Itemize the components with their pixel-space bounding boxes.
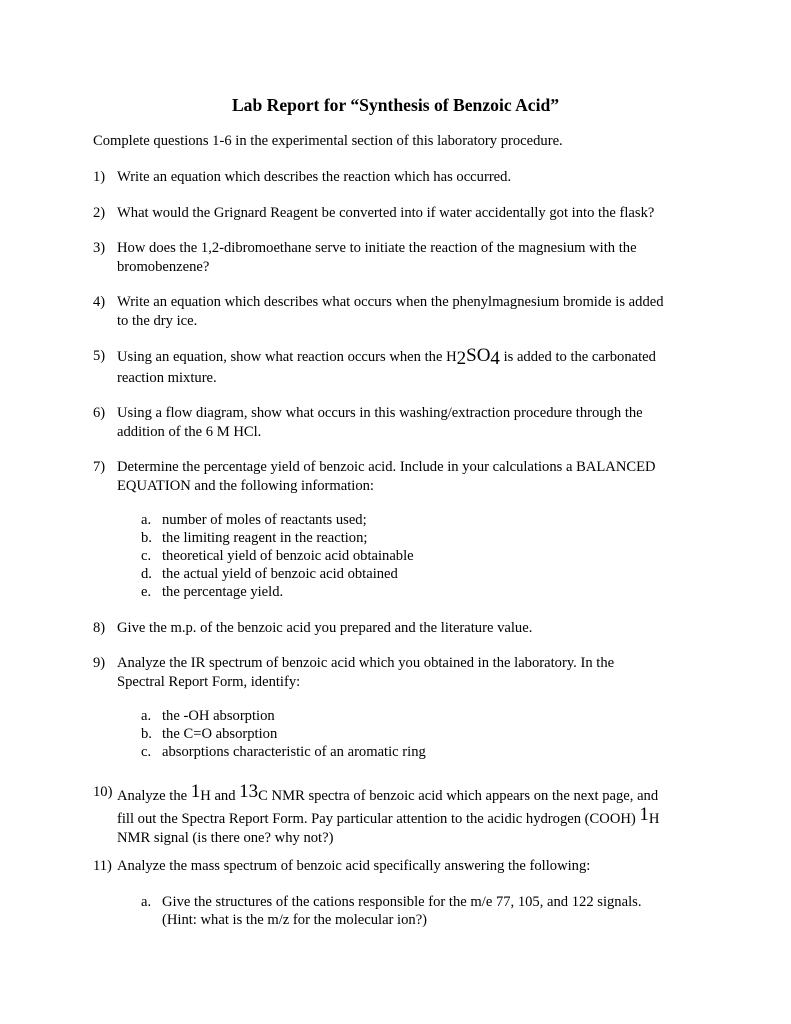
- question-text-line-1: Analyze the 1H and 13C NMR spectra of benzoic acid which appears on the next page, and: [117, 781, 659, 804]
- question-number: 3): [93, 240, 106, 256]
- document-title: Lab Report for “Synthesis of Benzoic Acid”: [231, 95, 560, 115]
- question-text-line-3: NMR signal (is there one? why not?): [117, 830, 334, 846]
- question-text: Analyze the mass spectrum of benzoic acid specifically answering the following:: [117, 858, 591, 874]
- question-text: Write an equation which describes the reaction which has occurred.: [117, 169, 512, 185]
- question-text-line-1: Using a flow diagram, show what occurs in this washing/extraction procedure through the: [117, 405, 643, 421]
- question-text-line-2: Spectral Report Form, identify:: [117, 673, 301, 690]
- intro-text: Complete questions 1-6 in the experimental section of this laboratory procedure.: [93, 133, 563, 149]
- question-number: 4): [93, 294, 106, 310]
- question-text-line-1: How does the 1,2-dibromoethane serve to initiate the reaction of the magnesium with the: [117, 240, 637, 256]
- question-text-line-1: Write an equation which describes what occurs when the phenylmagnesium bromide is added: [117, 294, 664, 310]
- question-number: 5): [93, 348, 106, 364]
- question-text-line-2: fill out the Spectra Report Form. Pay particular attention to the acidic hydrogen (COOH) 1H: [117, 804, 660, 827]
- question-number: 2): [93, 205, 106, 221]
- question-text-line-2: to the dry ice.: [117, 312, 198, 329]
- question-number: 7): [93, 459, 106, 475]
- question-text-line-1: Using an equation, show what reaction occurs when the H2SO4 is added to the carbonated: [117, 345, 656, 369]
- question-number: 10): [93, 784, 113, 800]
- question-text-line-1: Determine the percentage yield of benzoic acid. Include in your calculations a BALANCED: [117, 459, 656, 475]
- question-text-line-2: bromobenzene?: [117, 258, 210, 275]
- question-number: 6): [93, 405, 106, 421]
- question-number: 8): [93, 620, 106, 636]
- question-text: Give the m.p. of the benzoic acid you prepared and the literature value.: [117, 620, 533, 636]
- question-number: 1): [93, 169, 106, 185]
- question-text: What would the Grignard Reagent be converted into if water accidentally got into the flask?: [117, 205, 655, 221]
- document-page: Lab Report for “Synthesis of Benzoic Acid” Complete questions 1-6 in the experimental section of this laboratory procedure. 1) Write an equation which describes the reaction which has occurred. 2) What would the Grignard Reagent be converted into if water accidentally got into the flask? 3) How does the 1,2-dibromoethane serve to initiate the reaction of the magnesium with the bromobenzene? 4) Write an equation which describes what occurs when the phenylmagnesium bromide is added to the dry ice. 5) Using an equation, show what reaction occurs when the H2SO4 is added to the carbonated reaction mixture. 6) Using a flow diagram, show what occurs in this washing/extraction procedure through the addition of the 6 M HCl. 7) Determine the percentage yield of benzoic acid. Include in your calculations a BALANCED EQUATION and the following information: a. number of moles of reactants used; b. the limiting reagent in the reaction; c. theoretical yield of benzoic acid obtainable d. the actual yield of benzoic acid obtained e. the percentage yield. 8) Give the m.p. of the benzoic acid you prepared and the literature value. 9) Analyze the IR spectrum of benzoic acid which you obtained in the laboratory. In the Spectral Report Form, identify: a. the -OH absorption b. the C=O absorption c. absorptions characteristic of an aromatic ring 10) Analyze the 1H and 13C NMR spectra of benzoic acid which appears on the next page, and fill out the Spectra Report Form. Pay particular attention to the acidic hydrogen (COOH) 1H NMR signal (is there one? why not?) 11) Analyze the mass spectrum of benzoic acid specifically answering the following: a. Give the structures of the cations responsible for the m/e 77, 105, and 122 signals. (Hint: what is the m/z for the molecular ion?): [0, 0, 791, 1024]
- question-text-line-1: Analyze the IR spectrum of benzoic acid which you obtained in the laboratory. In the: [117, 655, 615, 671]
- question-text-line-2: reaction mixture.: [117, 370, 217, 386]
- question-number: 11): [93, 858, 112, 874]
- question-text-line-2: addition of the 6 M HCl.: [117, 423, 262, 440]
- question-number: 9): [93, 655, 106, 671]
- question-text-line-2: EQUATION and the following information:: [117, 477, 374, 494]
